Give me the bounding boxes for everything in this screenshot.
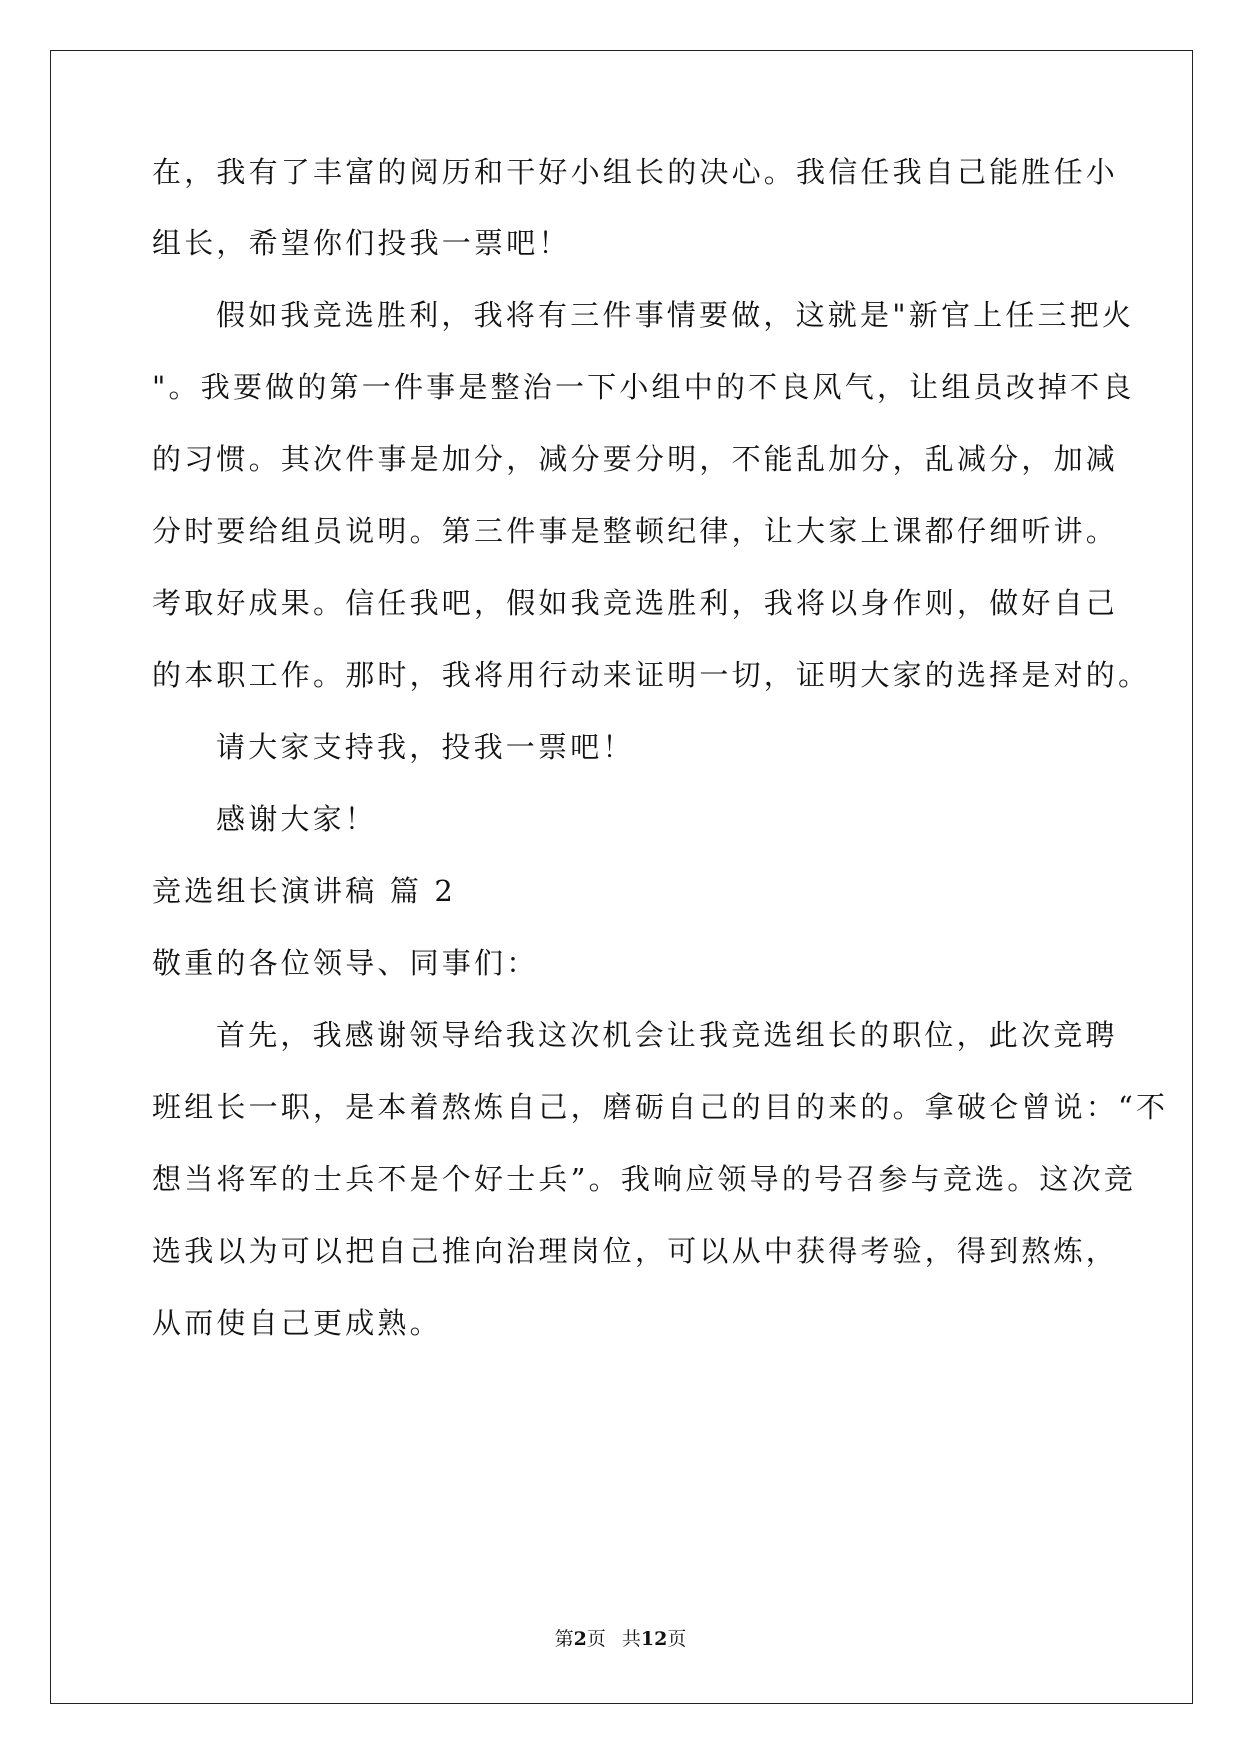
paragraph-start-line-3: 假如我竞选胜利，我将有三件事情要做，这就是"新官上任三把火 bbox=[216, 298, 1135, 332]
body-line-17: 从而使自己更成熟。 bbox=[152, 1306, 442, 1340]
footer-total-pages: 12 bbox=[640, 1628, 668, 1650]
body-line-5: 的习惯。其次件事是加分，减分要分明，不能乱加分，乱减分，加减 bbox=[152, 442, 1119, 476]
body-line-16: 选我以为可以把自己推向治理岗位，可以从中获得考验，得到熬炼， bbox=[152, 1234, 1119, 1268]
body-line-4: "。我要做的第一件事是整治一下小组中的不良风气，让组员改掉不良 bbox=[152, 370, 1135, 404]
paragraph-start-line-10: 感谢大家！ bbox=[216, 802, 378, 836]
salutation-line: 敬重的各位领导、同事们： bbox=[152, 946, 539, 980]
body-line-7: 考取好成果。信任我吧，假如我竞选胜利，我将以身作则，做好自己 bbox=[152, 586, 1119, 620]
body-line-2: 组长，希望你们投我一票吧！ bbox=[152, 226, 571, 260]
footer-total-prefix: 共 bbox=[621, 1628, 641, 1650]
footer-page-number: 2 bbox=[573, 1628, 587, 1650]
body-line-1: 在，我有了丰富的阅历和干好小组长的决心。我信任我自己能胜任小 bbox=[152, 155, 1119, 189]
body-line-8: 的本职工作。那时，我将用行动来证明一切，证明大家的选择是对的。 bbox=[152, 658, 1151, 692]
footer-total-suffix: 页 bbox=[667, 1628, 687, 1650]
body-line-15: 想当将军的士兵不是个好士兵”。我响应领导的号召参与竞选。这次竞 bbox=[152, 1162, 1137, 1196]
body-line-14: 班组长一职，是本着熬炼自己，磨砺自己的目的来的。拿破仑曾说：“不 bbox=[152, 1090, 1169, 1124]
footer-page-suffix: 页 bbox=[586, 1628, 606, 1650]
footer-prefix: 第 bbox=[554, 1628, 574, 1650]
paragraph-start-line-9: 请大家支持我，投我一票吧！ bbox=[216, 730, 635, 764]
section-heading: 竞选组长演讲稿 篇 2 bbox=[152, 874, 457, 908]
paragraph-start-line-13: 首先，我感谢领导给我这次机会让我竞选组长的职位，此次竞聘 bbox=[216, 1018, 1118, 1052]
page-footer bbox=[0, 1627, 1241, 1651]
body-line-6: 分时要给组员说明。第三件事是整顿纪律，让大家上课都仔细听讲。 bbox=[152, 514, 1119, 548]
